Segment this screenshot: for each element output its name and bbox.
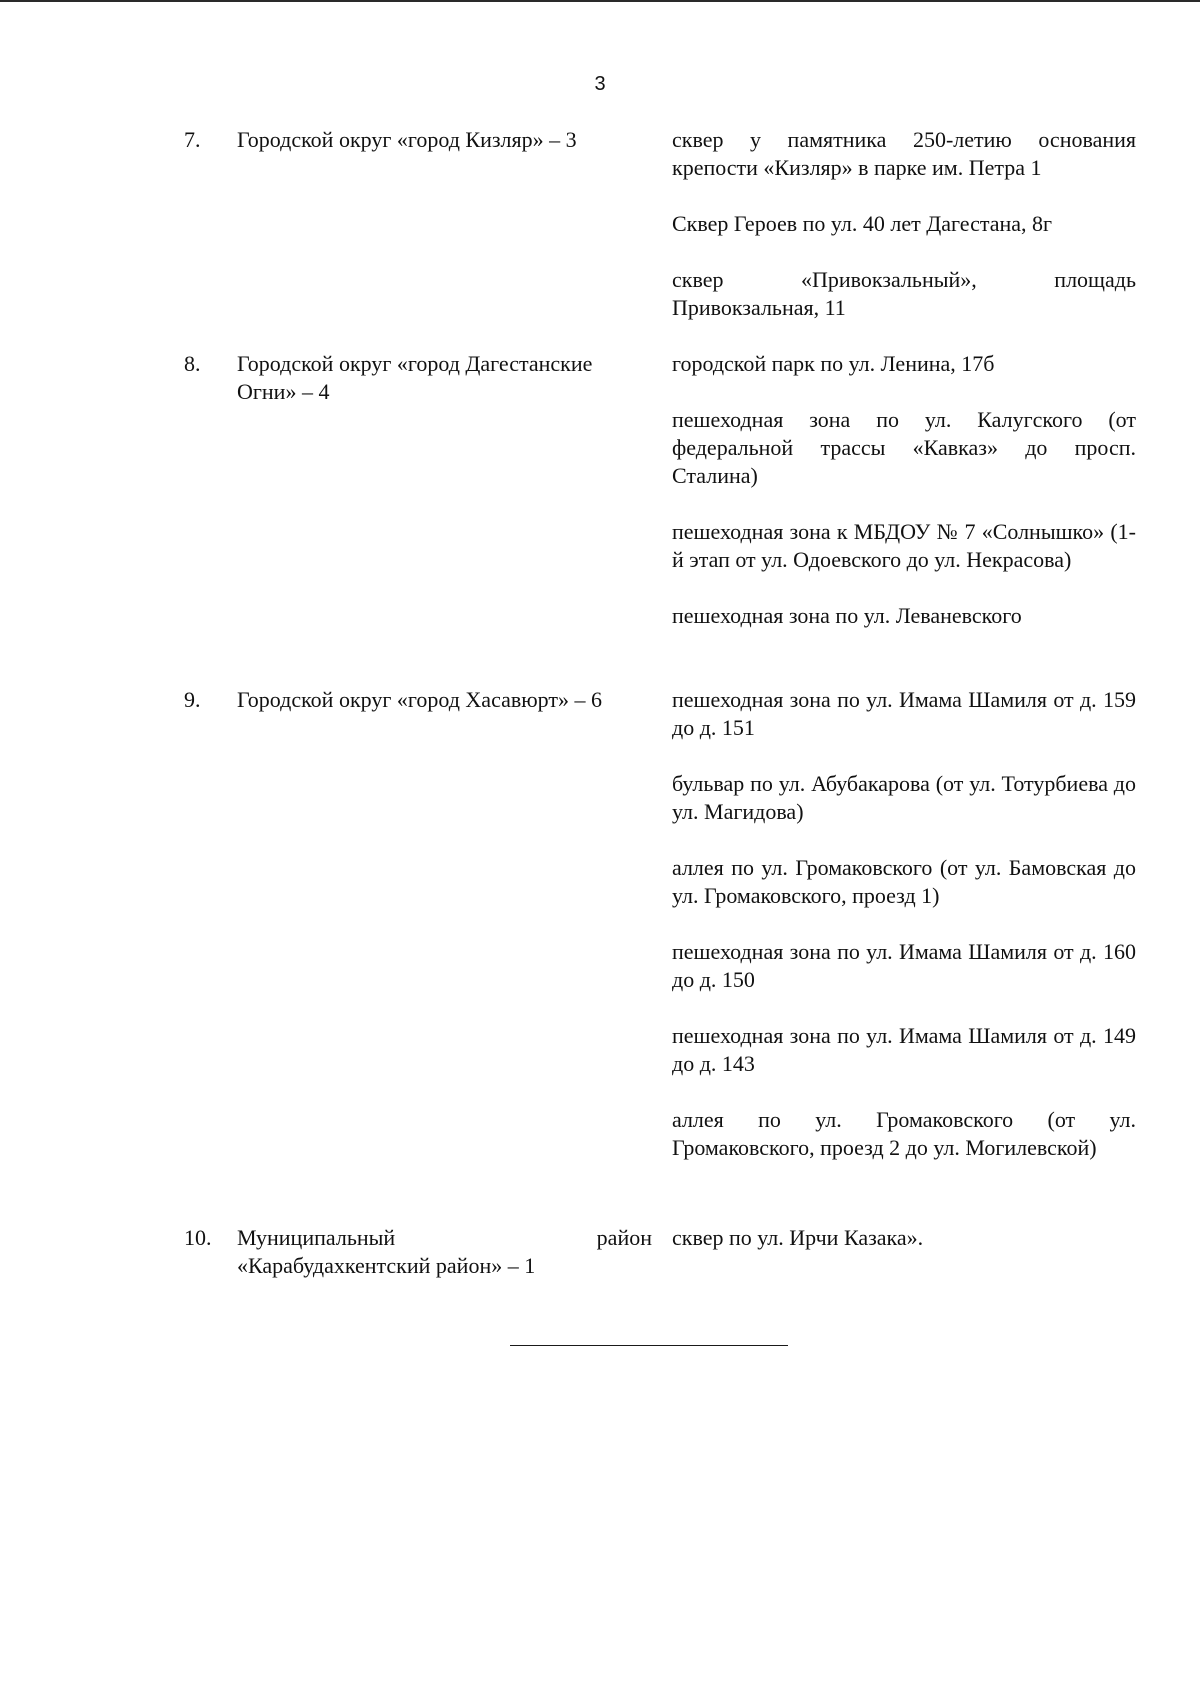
place-item: сквер «Привокзальный», площадь Привокзальная, 11 bbox=[672, 267, 1136, 320]
place-item: пешеходная зона по ул. Леваневского bbox=[672, 603, 1022, 628]
place-item: пешеходная зона к МБДОУ № 7 «Солнышко» (1-й этап от ул. Одоевского до ул. Некрасова) bbox=[672, 519, 1136, 572]
item-number: 9. bbox=[184, 687, 201, 712]
item-number: 8. bbox=[184, 351, 201, 376]
closing-divider bbox=[510, 1345, 788, 1346]
place-item: пешеходная зона по ул. Калугского (от федеральной трассы «Кавказ» до просп. Сталина) bbox=[672, 407, 1136, 488]
place-item: городской парк по ул. Ленина, 17б bbox=[672, 351, 995, 376]
page-number: 3 bbox=[594, 73, 606, 95]
place-item: аллея по ул. Громаковского (от ул. Громаковского, проезд 2 до ул. Могилевской) bbox=[672, 1107, 1136, 1160]
item-number: 7. bbox=[184, 127, 201, 152]
item-number: 10. bbox=[184, 1225, 212, 1250]
place-item: пешеходная зона по ул. Имама Шамиля от д. 160 до д. 150 bbox=[672, 939, 1136, 992]
places-list bbox=[672, 1224, 1136, 1252]
places-list bbox=[672, 686, 1136, 1162]
top-edge-line bbox=[0, 0, 1200, 2]
place-item: сквер по ул. Ирчи Казака». bbox=[672, 1225, 924, 1250]
municipality-name: Городской округ «город Хасавюрт» – 6 bbox=[237, 687, 603, 712]
places-list bbox=[672, 350, 1136, 630]
municipality-name: Городской округ «город Кизляр» – 3 bbox=[237, 127, 577, 152]
place-item: бульвар по ул. Абубакарова (от ул. Тотурбиева до ул. Магидова) bbox=[672, 771, 1136, 824]
place-item: Сквер Героев по ул. 40 лет Дагестана, 8г bbox=[672, 211, 1053, 236]
place-item: аллея по ул. Громаковского (от ул. Бамовская до ул. Громаковского, проезд 1) bbox=[672, 855, 1136, 908]
place-item: пешеходная зона по ул. Имама Шамиля от д. 159 до д. 151 bbox=[672, 687, 1136, 740]
place-item: сквер у памятника 250-летию основания крепости «Кизляр» в парке им. Петра 1 bbox=[672, 127, 1136, 180]
places-list bbox=[672, 126, 1136, 322]
place-item: пешеходная зона по ул. Имама Шамиля от д. 149 до д. 143 bbox=[672, 1023, 1136, 1076]
municipality-name: Муниципальный район «Карабудахкентский район» – 1 bbox=[237, 1225, 652, 1278]
municipality-name: Городской округ «город Дагестанские Огни» – 4 bbox=[237, 351, 593, 404]
